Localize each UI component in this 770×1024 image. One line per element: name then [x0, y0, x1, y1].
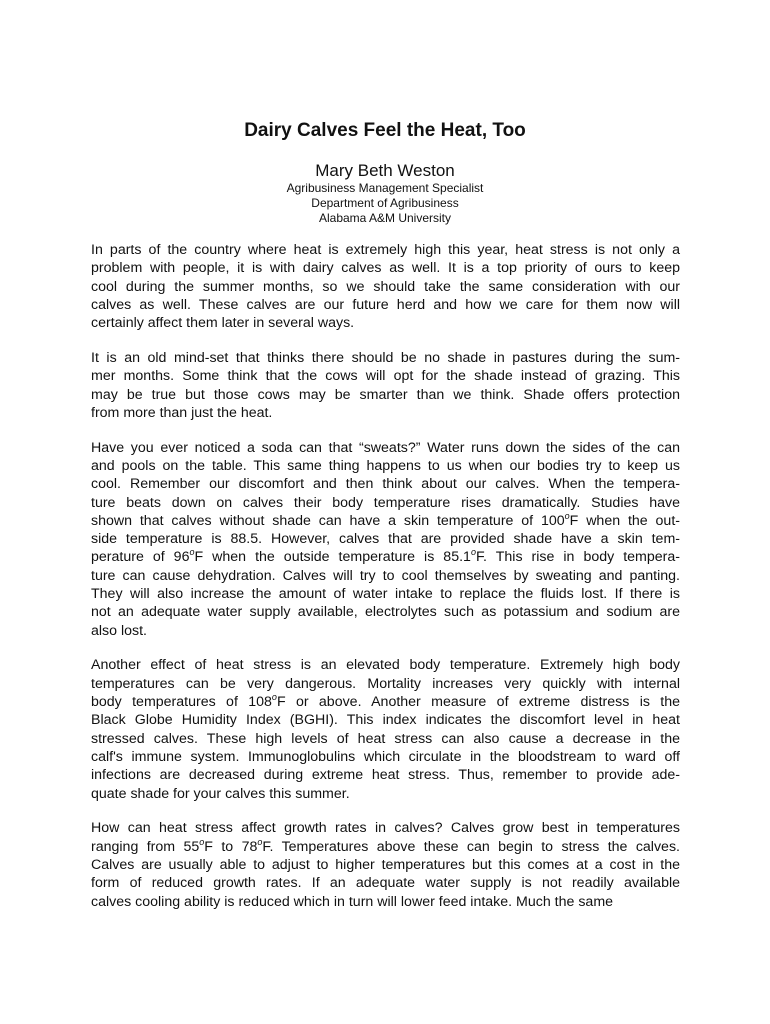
paragraph-line: also lost.: [91, 622, 147, 639]
paragraph-line: It is an old mind-set that thinks there should be no shade in pastures during the sum-: [91, 349, 680, 366]
document-title: Dairy Calves Feel the Heat, Too: [244, 120, 526, 141]
paragraph-line: form of reduced growth rates. If an adequate water supply is not readily available: [91, 875, 680, 892]
paragraph-line: calves as well. These calves are our future herd and how we care for them now will: [91, 296, 680, 313]
paragraph-line: Calves are usually able to adjust to higher temperatures but this comes at a cost in the: [91, 856, 680, 873]
paragraph-line: ranging from 55$^o$F to 78$^o$F. Temperatures above these can begin to stress the calves.: [91, 836, 680, 855]
paragraph-line: may be true but those cows may be smarter than we think. Shade offers protection: [91, 386, 680, 403]
paragraph-line: temperatures can be very dangerous. Mortality increases very quickly with internal: [91, 675, 680, 692]
paragraph-gap: [91, 803, 680, 820]
paragraph-line: calf's immune system. Immunoglobulins which circulate in the bloodstream to ward off: [91, 748, 680, 765]
paragraph-line: body temperatures of 108$^o$F or above. Another measure of extreme distress is the: [91, 692, 681, 711]
paragraph-line: stressed calves. These high levels of heat stress can also cause a decrease in the: [91, 730, 680, 747]
paragraph-line: In parts of the country where heat is extremely high this year, heat stress is not only a: [91, 242, 680, 258]
paragraph-line: Black Globe Humidity Index (BGHI). This index indicates the discomfort level in heat: [91, 712, 680, 729]
paragraph-line: ture can cause dehydration. Calves will try to cool themselves by sweating and panting.: [91, 567, 680, 584]
paragraph-line: Another effect of heat stress is an elevated body temperature. Extremely high body: [91, 657, 680, 674]
paragraph-line: not an adequate water supply available, electrolytes such as potassium and sodium are: [91, 604, 680, 621]
author-department: Department of Agribusiness: [311, 196, 459, 210]
degree-symbol: o: [199, 836, 205, 847]
paragraph-line: Have you ever noticed a soda can that “sweats?” Water runs down the sides of the can: [91, 439, 680, 456]
paragraph-line: ture beats down on calves their body temperature rises dramatically. Studies have: [91, 494, 680, 511]
paragraph-line: infections are decreased during extreme heat stress. Thus, remember to provide ade-: [91, 767, 680, 784]
paragraph-line: calves cooling ability is reduced which in turn will lower feed intake. Much the same: [91, 893, 614, 910]
paragraph-gap: [91, 332, 680, 349]
paragraph-line: They will also increase the amount of water intake to replace the fluids lost. If there is: [91, 586, 680, 603]
degree-symbol: o: [189, 547, 195, 558]
paragraph-line: mer months. Some think that the cows will opt for the shade instead of grazing. This: [91, 368, 680, 385]
degree-symbol: o: [470, 547, 476, 558]
degree-symbol: o: [257, 836, 263, 847]
paragraph-gap: [91, 640, 680, 657]
author-university: Alabama A&M University: [318, 211, 452, 225]
paragraph-line: cool. Remember our discomfort and then think about our calves. When the tempera-: [91, 476, 680, 493]
paragraph-line: cool during the summer months, so we should take the same consideration with our: [91, 278, 680, 295]
paragraph-gap: [91, 422, 680, 439]
paragraph-line: quate shade for your calves this summer.: [91, 785, 350, 802]
paragraph-line: How can heat stress affect growth rates in calves? Calves grow best in temperatures: [91, 820, 680, 837]
paragraph-line: problem with people, it is with dairy calves as well. It is a top priority of ours to keep: [91, 260, 680, 277]
paragraph-line: shown that calves without shade can have a skin temperature of 100$^o$F when the out-: [91, 510, 680, 529]
degree-symbol: o: [271, 692, 277, 703]
paragraph-line: side temperature is 88.5. However, calves that are provided shade have a skin tem-: [91, 531, 680, 548]
author-title: Agribusiness Management Specialist: [286, 181, 484, 195]
paragraph-line: from more than just the heat.: [91, 404, 273, 421]
paragraph-line: and pools on the table. This same thing happens to us when our bodies try to keep us: [91, 457, 680, 474]
article-body: [91, 241, 680, 911]
paragraph-line: certainly affect them later in several ways.: [91, 315, 355, 332]
degree-symbol: o: [564, 510, 570, 521]
paragraph-line: perature of 96$^o$F when the outside temperature is 85.1$^o$F. This rise in body tempera-: [91, 547, 680, 566]
author-name: Mary Beth Weston: [315, 161, 455, 180]
